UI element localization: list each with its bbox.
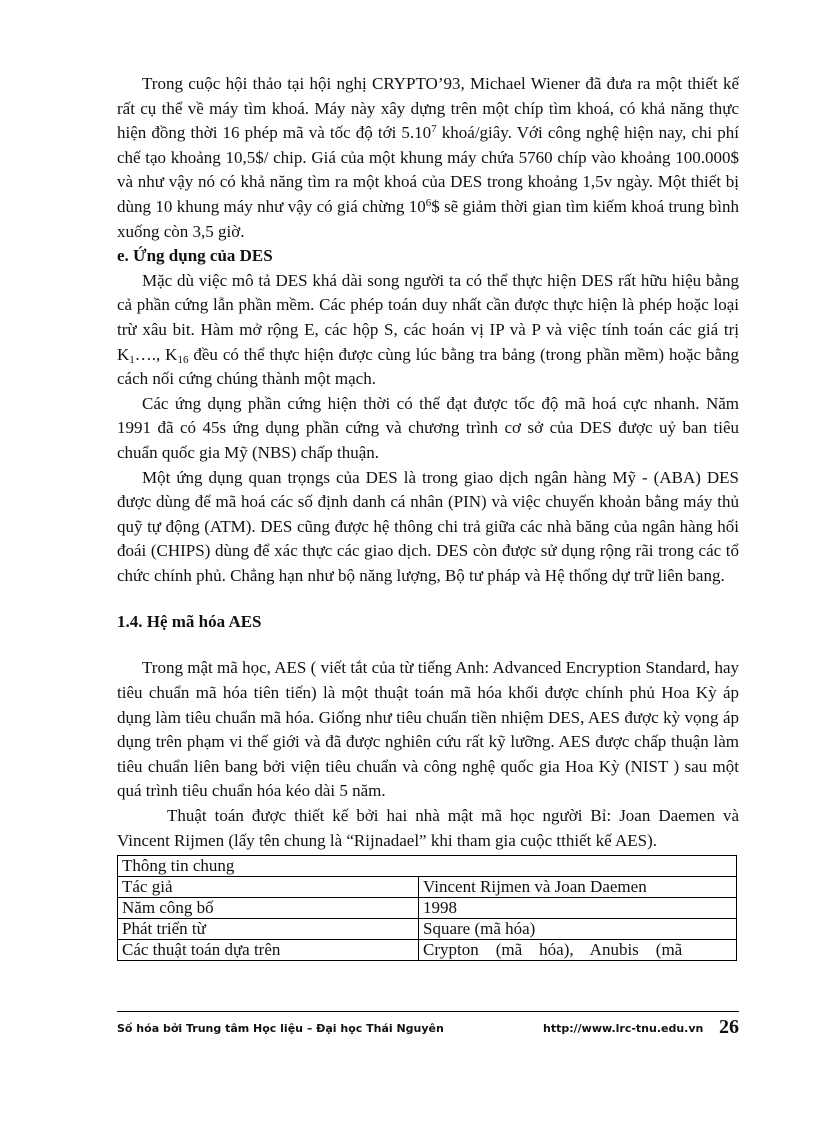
text-run: Trong cuộc hội thảo tại hội nghị CRYPTO’93, Michael Wiener đã đưa ra một thiết kế rất cụ thể về máy tìm khoá. Máy này xây dựng trên một chíp tìm khoá, có khả năng thực hiện đồng thời 16 phép mã và tốc độ tới 5.10 [117, 74, 739, 143]
section-title-aes: 1.4. Hệ mã hóa AES [117, 612, 262, 632]
table-value-cell: Vincent Rijmen và Joan Daemen [419, 877, 737, 898]
page-number: 26 [719, 1016, 739, 1038]
table-value-cell: 1998 [419, 898, 737, 919]
paragraph-hardware: Các ứng dụng phần cứng hiện thời có thể đạt được tốc độ mã hoá cực nhanh. Năm 1991 đã có 45s ứng dụng phần cứng và chương trình cơ sở của DES được uỷ ban tiêu chuẩn quốc gia Mỹ (NBS) chấp thuận. [117, 393, 739, 462]
table-row [118, 898, 737, 919]
subscript: 1 [129, 353, 135, 366]
paragraph-des-implementation [117, 269, 739, 392]
table-header-row [118, 856, 737, 877]
text-run: $ sẽ giảm thời gian tìm kiếm khoá trung bình xuống còn 3,5 giờ. [117, 196, 739, 241]
subheading-des-applications: e. Ứng dụng của DES [117, 246, 273, 266]
table-header-cell: Thông tin chung [118, 856, 737, 877]
text-run: khoá/giây. Với công nghệ hiện nay, chi phí chế tạo khoảng 10,5$/ chip. Giá của một khung máy chứa 5760 chíp vào khoảng 100.000$ và như vậy nó có khả năng tìm ra một khoá của DES trong khoảng 1,5v ngày. Một thiết bị dùng 10 khung máy như vậy có giá chừng 10 [117, 123, 739, 216]
table-label-cell: Tác giả [118, 877, 419, 898]
page-footer [117, 1018, 739, 1044]
paragraph-wiener [117, 72, 739, 244]
subscript: 16 [177, 353, 189, 366]
footer-credit: Số hóa bởi Trung tâm Học liệu – Đại học Thái Nguyên [117, 1022, 444, 1035]
table-row [118, 877, 737, 898]
table-row [118, 940, 737, 961]
superscript: 7 [431, 123, 437, 136]
text-run: đều có thể thực hiện được cùng lúc bằng tra bảng (trong phần mềm) hoặc bằng cách nối cứng chúng thành một mạch. [117, 344, 739, 389]
document-body [117, 72, 739, 961]
table-value-cell: Crypton (mã hóa), Anubis (mã [419, 940, 737, 961]
aes-info-table [117, 855, 737, 961]
table-label-cell: Phát triển từ [118, 919, 419, 940]
footer-url-link[interactable]: http://www.lrc-tnu.edu.vn [543, 1022, 704, 1035]
text-run: …., K [134, 344, 178, 364]
table-row [118, 919, 737, 940]
superscript: 6 [425, 196, 432, 209]
table-value-cell: Square (mã hóa) [419, 919, 737, 940]
paragraph-banking: Một ứng dụng quan trọngs của DES là trong giao dịch ngân hàng Mỹ - (ABA) DES được dùng để mã hoá các số định danh cá nhân (PIN) và việc chuyển khoản bằng máy thủ quỹ tự động (ATM). DES cũng được hệ thông chi trả giữa các nhà băng của ngân hàng hối đoái (CHIPS) dùng để xác thực các giao dịch. DES còn được sử dụng rộng rãi trong các tổ chức chính phủ. Chẳng hạn như bộ năng lượng, Bộ tư pháp và Hệ thống dự trữ liên bang. [117, 467, 739, 585]
footer-divider [117, 1011, 739, 1012]
table-label-cell: Năm công bố [118, 898, 419, 919]
paragraph-aes-designers: Thuật toán được thiết kế bởi hai nhà mật mã học người Bỉ: Joan Daemen và Vincent Rijmen (lấy tên chung là “Rijnadael” khi tham gia cuộc tthiết kế AES). [117, 806, 739, 850]
paragraph-aes-intro: Trong mật mã học, AES ( viết tắt của từ tiếng Anh: Advanced Encryption Standard, hay tiêu chuẩn mã hóa tiên tiến) là một thuật toán mã hóa khối được chính phủ Hoa Kỳ áp dụng làm tiêu chuẩn mã hóa. Giống như tiêu chuẩn tiền nhiệm DES, AES được kỳ vọng áp dụng trên phạm vi thế giới và đã được nghiên cứu rất kỹ lưỡng. AES được chấp thuận làm tiêu chuẩn liên bang bởi viện tiêu chuẩn và công nghệ quốc gia Hoa Kỳ (NIST ) sau một quá trình tiêu chuẩn hóa kéo dài 5 năm. [117, 658, 739, 801]
text-run: Mặc dù việc mô tả DES khá dài song người ta có thể thực hiện DES rất hữu hiệu bằng cả phần cứng lẫn phần mềm. Các phép toán duy nhất cần được thực hiện là phép hoặc loại trừ xâu bit. Hàm mở rộng E, các hộp S, các hoán vị IP và P và việc tính toán các giá trị K [117, 270, 739, 364]
table-label-cell: Các thuật toán dựa trên [118, 940, 419, 961]
